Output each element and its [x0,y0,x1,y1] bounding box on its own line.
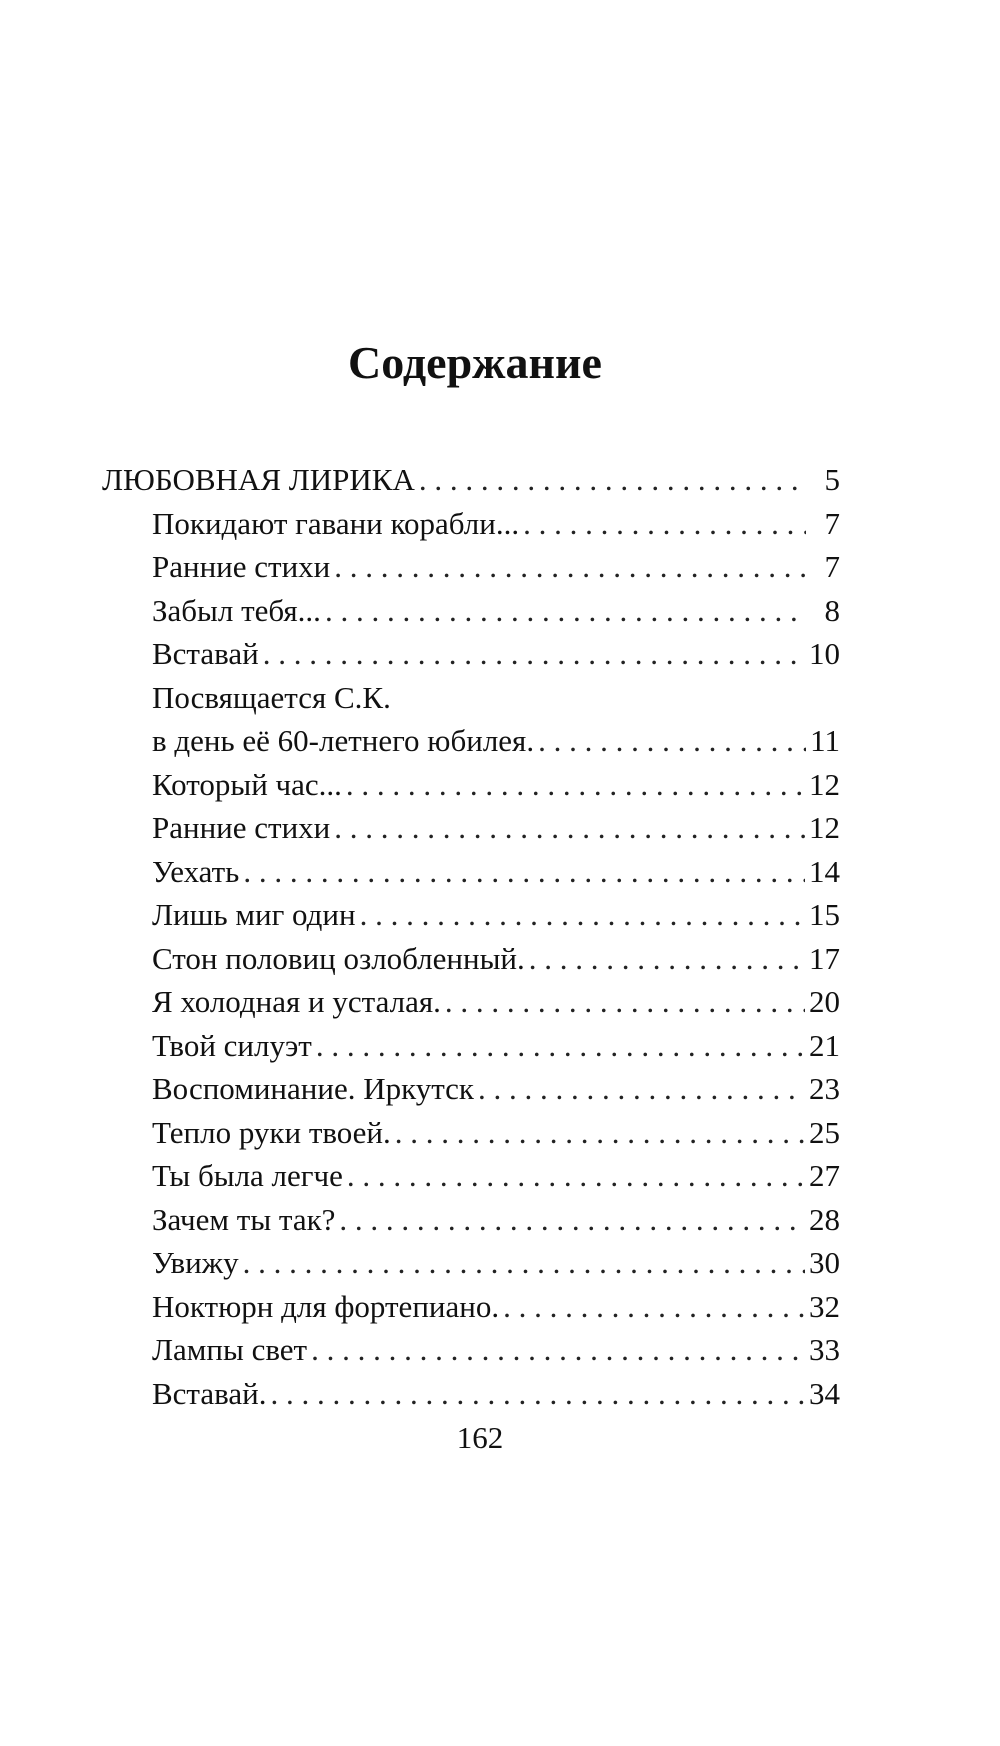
toc-entry-title: Лампы свет [152,1332,308,1367]
toc-entry-page: 15 [809,897,840,932]
toc-entry-title: Зачем ты так? [152,1201,336,1237]
toc-entry[interactable] [102,1028,840,1072]
toc-entry[interactable] [102,1158,840,1202]
toc-entry-page: 8 [824,592,840,628]
toc-entry[interactable] [102,984,840,1028]
toc-leader-dots [263,636,805,672]
toc-section-page: 5 [824,462,840,497]
toc-entry[interactable] [102,549,840,593]
toc-leader-dots [529,941,805,977]
toc-entry-page: 27 [809,1158,840,1193]
toc-leader-dots [523,506,806,542]
toc-entry-title: Ранние стихи [152,549,331,584]
toc-section-title: ЛЮБОВНАЯ ЛИРИКА [102,462,415,497]
toc-entry[interactable] [102,723,840,767]
page-title: Содержание [348,337,602,388]
toc-leader-dots [395,1115,805,1151]
page-number: 162 [456,1420,504,1455]
toc-entry-page: 34 [809,1375,840,1411]
toc-entry-title: Тепло руки твоей. [152,1114,391,1150]
toc-leader-dots [503,1289,805,1325]
toc-entry-page: 12 [809,810,840,845]
toc-entry[interactable] [102,1332,840,1376]
toc-entry-page: 33 [809,1332,840,1367]
toc-entry-title: Я холодная и усталая. [152,984,441,1019]
toc-entry[interactable] [102,1115,840,1159]
toc-leader-dots [316,1028,805,1064]
toc-leader-dots [360,897,805,933]
toc-entry-page: 23 [809,1071,840,1106]
toc-entry-page: 10 [809,636,840,671]
toc-entry[interactable] [102,1376,840,1420]
toc-entry[interactable] [102,593,840,637]
toc-leader-dots [346,767,805,803]
toc-entry-title: Посвящается С.К. [152,679,391,715]
toc-entry-page: 28 [809,1201,840,1237]
toc-entry-title: Твой силуэт [152,1027,312,1063]
toc-entries [102,506,840,1420]
toc-leader-dots [243,854,805,890]
toc-entry[interactable] [102,854,840,898]
toc-entry-title: Лишь миг один [152,897,356,932]
toc-entry-title: в день её 60-летнего юбилея. [152,723,535,758]
toc-entry-title: Ноктюрн для фортепиано. [152,1288,500,1324]
toc-leader-dots [538,723,806,759]
toc-entry[interactable] [102,767,840,811]
toc-entry-title: Покидают гавани корабли... [152,505,520,541]
toc-entry-title: Вставай [152,636,259,671]
toc-entry-title: Ранние стихи [152,810,331,845]
toc-entry-page: 7 [824,549,840,584]
toc-entry[interactable] [102,897,840,941]
toc-entry[interactable] [102,1071,840,1115]
toc-leader-dots [325,593,806,629]
toc-entry[interactable] [102,1289,840,1333]
toc-entry[interactable] [102,1202,840,1246]
toc-entry-title: Забыл тебя... [152,592,321,628]
toc-entry-page: 17 [809,940,840,976]
toc-leader-dots [347,1158,805,1194]
toc-leader-dots [243,1245,805,1281]
toc-entry-title: Вставай. [152,1375,267,1411]
toc-entry-page: 12 [809,766,840,802]
toc-entry-page: 7 [824,505,840,541]
toc-entry-page: 32 [809,1288,840,1324]
toc-entry-page: 20 [809,984,840,1019]
table-of-contents [102,462,840,1419]
toc-entry-title: Воспоминание. Иркутск [152,1071,474,1106]
toc-leader-dots [478,1071,805,1107]
toc-leader-dots [339,1202,805,1238]
toc-leader-dots [334,810,805,846]
toc-entry-title: Стон половиц озлобленный. [152,940,525,976]
toc-entry[interactable] [102,636,840,680]
toc-entry[interactable] [102,506,840,550]
toc-entry[interactable] [102,941,840,985]
toc-entry-title: Который час... [152,766,342,802]
toc-entry-page: 11 [810,723,840,758]
toc-leader-dots [270,1376,805,1412]
toc-leader-dots [311,1332,805,1368]
toc-entry-title: Увижу [152,1245,239,1280]
toc-entry[interactable] [102,1245,840,1289]
toc-entry-page: 14 [809,853,840,889]
toc-entry-page: 25 [809,1114,840,1150]
toc-entry-title: Уехать [152,853,240,889]
toc-entry-title: Ты была легче [152,1158,343,1193]
toc-entry[interactable] [102,680,840,724]
toc-entry[interactable] [102,810,840,854]
toc-section[interactable] [102,462,840,506]
toc-leader-dots [419,462,806,498]
toc-entry-page: 30 [809,1245,840,1280]
toc-leader-dots [445,984,805,1020]
toc-entry-page: 21 [809,1027,840,1063]
toc-leader-dots [334,549,806,585]
